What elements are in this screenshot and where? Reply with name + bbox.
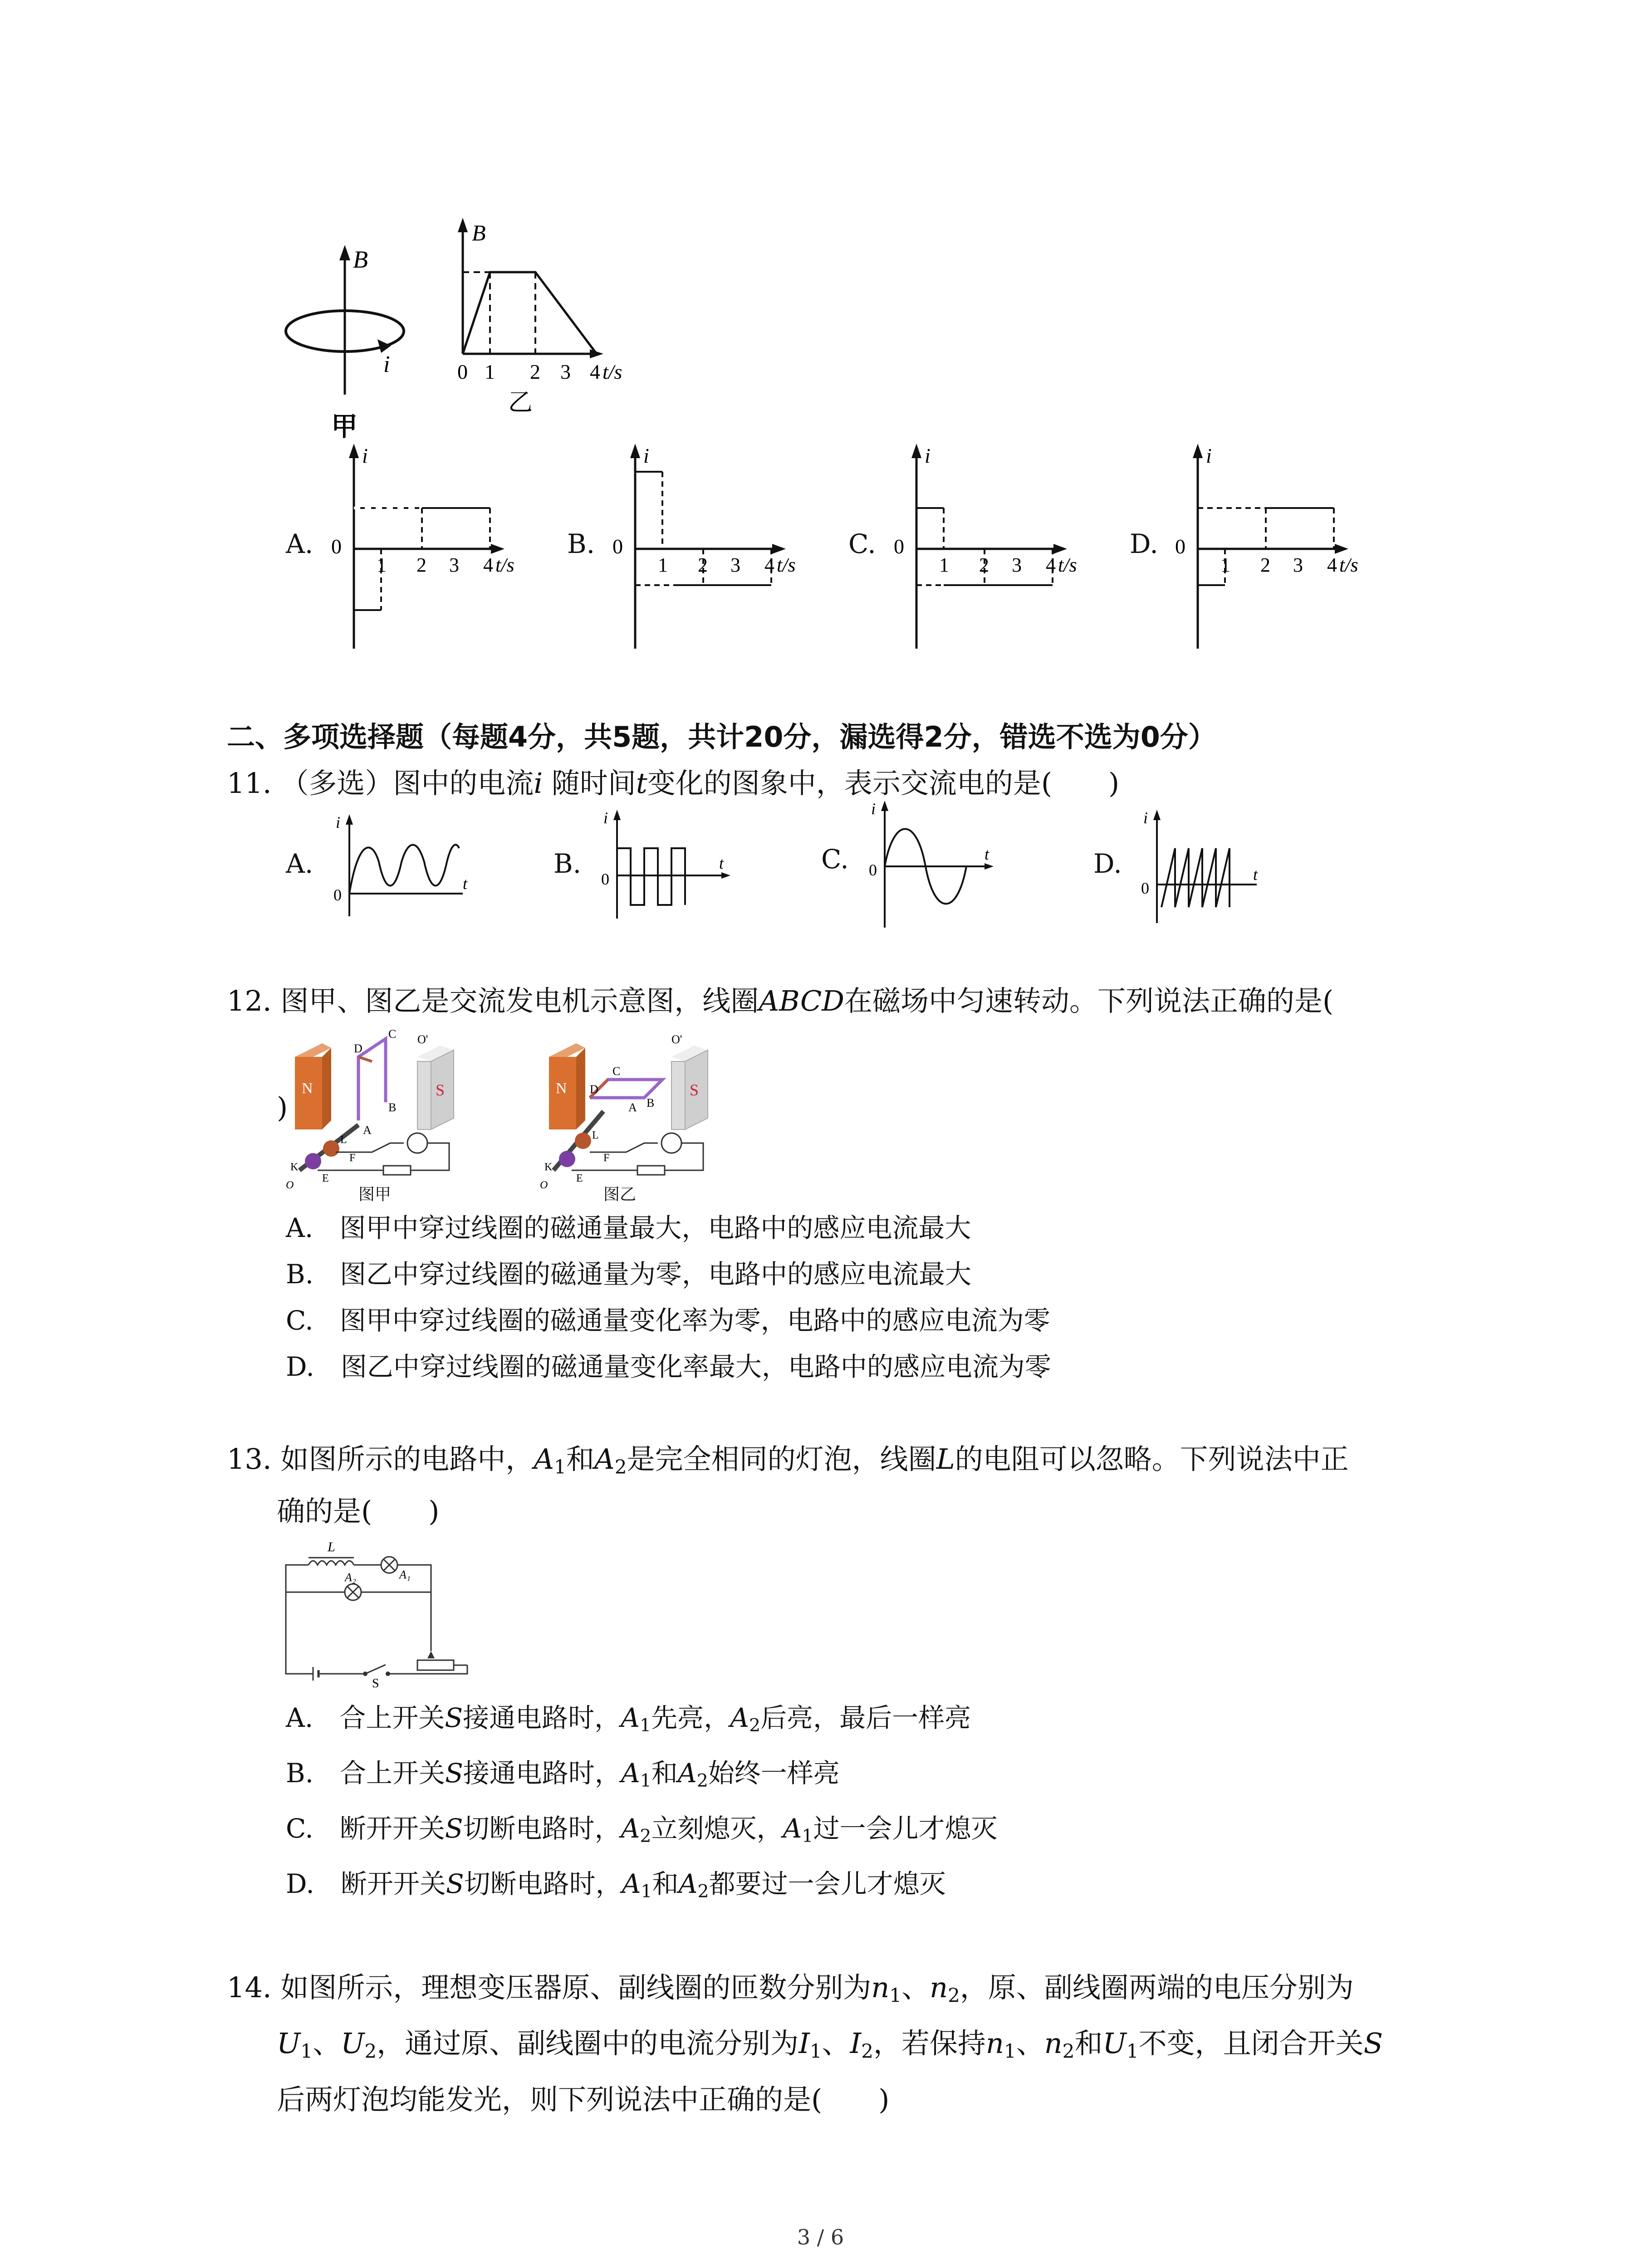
svg-text:L: L bbox=[592, 1129, 599, 1141]
q13-a-A2-sub: 2 bbox=[749, 1715, 761, 1736]
q10-option-d-label[interactable]: D. bbox=[1130, 528, 1158, 559]
q13-option-d[interactable] bbox=[286, 1862, 946, 1902]
q11-c-t: t bbox=[985, 845, 989, 863]
q13-b-3: 始终一样亮 bbox=[708, 1758, 840, 1789]
q12-number: 12. bbox=[227, 984, 272, 1017]
q11-d-t: t bbox=[1253, 865, 1258, 884]
q13-c-A1: A bbox=[783, 1813, 802, 1844]
q13-d-2: 切断电路时， bbox=[464, 1868, 622, 1899]
q11-number: 11. bbox=[227, 767, 272, 800]
q12-option-b[interactable]: B. 图乙中穿过线圈的磁通量为零，电路中的感应电流最大 bbox=[286, 1259, 972, 1290]
q14-line3: 后两灯泡均能发光，则下列说法中正确的是( ) bbox=[277, 2083, 890, 2116]
q13-fig-S: S bbox=[372, 1677, 379, 1687]
q10-figure-jia bbox=[272, 245, 426, 445]
svg-text:F: F bbox=[603, 1152, 610, 1164]
q13-c-2: 切断电路时， bbox=[463, 1813, 621, 1844]
q13-fig-L: L bbox=[328, 1540, 335, 1554]
q14-l2-U1-sub: 1 bbox=[1126, 2040, 1139, 2063]
q13-stem-line1 bbox=[227, 1442, 1349, 1479]
q10-a-ts: t/s bbox=[495, 554, 514, 576]
q10-yi-tick-2: 2 bbox=[530, 360, 540, 383]
q13-A1-sub: 1 bbox=[554, 1456, 566, 1478]
svg-text:N: N bbox=[556, 1080, 567, 1097]
q13-c-1: C. 断开开关 bbox=[286, 1813, 445, 1844]
q13-l1c: 的电阻可以忽略。下列说法中正 bbox=[955, 1442, 1349, 1476]
q14-n2-sub: 2 bbox=[948, 1984, 960, 2007]
q14-S: S bbox=[1363, 2027, 1383, 2060]
q11-stem-a: （多选）图中的电流 bbox=[280, 767, 534, 800]
q11-option-c-label[interactable]: C. bbox=[821, 844, 849, 875]
q13-c-A1-sub: 1 bbox=[802, 1825, 813, 1847]
q11-a-0: 0 bbox=[333, 886, 342, 904]
q13-b-A1: A bbox=[621, 1758, 640, 1789]
q14-dun4: 、 bbox=[1016, 2027, 1044, 2060]
q10-c-1: 1 bbox=[939, 554, 949, 576]
q10-a-2: 2 bbox=[416, 554, 426, 576]
q10-b-2: 2 bbox=[698, 554, 708, 576]
svg-text:C: C bbox=[388, 1030, 397, 1041]
q12-stem-close: ) bbox=[277, 1091, 288, 1124]
q13-d-A2: A bbox=[678, 1868, 698, 1899]
q10-d-ts: t/s bbox=[1339, 554, 1358, 576]
q14-dun3: 、 bbox=[822, 2027, 850, 2060]
q10-jia-i-label: i bbox=[383, 352, 390, 377]
q11-option-b-label[interactable]: B. bbox=[554, 848, 582, 879]
q13-fig-A2: A₂ bbox=[345, 1571, 356, 1584]
q13-L: L bbox=[936, 1442, 955, 1476]
q11-b-t: t bbox=[719, 854, 724, 872]
q13-a-A2: A bbox=[730, 1702, 749, 1733]
q14-line1 bbox=[227, 1971, 1354, 2007]
q13-circuit-figure bbox=[277, 1538, 481, 1687]
svg-text:E: E bbox=[322, 1173, 329, 1184]
q11-stem-i: i bbox=[534, 767, 543, 800]
q14-dun1: 、 bbox=[901, 1971, 930, 2004]
q11-c-i: i bbox=[871, 800, 876, 818]
q13-a-4: 后亮，最后一样亮 bbox=[760, 1702, 971, 1733]
svg-text:E: E bbox=[576, 1173, 583, 1184]
svg-text:O: O bbox=[540, 1179, 548, 1191]
q10-a-i: i bbox=[362, 444, 368, 467]
q10-b-i: i bbox=[643, 444, 649, 467]
q10-a-1: 1 bbox=[377, 554, 387, 576]
q10-jia-caption: 甲 bbox=[331, 412, 358, 441]
q14-n1-sub: 1 bbox=[889, 1984, 902, 2007]
q10-a-3: 3 bbox=[449, 554, 459, 576]
svg-text:S: S bbox=[436, 1081, 445, 1099]
q13-option-c[interactable] bbox=[286, 1807, 998, 1847]
q10-d-1: 1 bbox=[1220, 554, 1230, 576]
q10-b-1: 1 bbox=[658, 554, 668, 576]
q11-stem-c: 变化的图象中，表示交流电的是( ) bbox=[647, 767, 1120, 800]
q11-c-0: 0 bbox=[869, 861, 877, 879]
q11-d-i: i bbox=[1143, 809, 1148, 827]
q11-d-0: 0 bbox=[1141, 879, 1149, 897]
q11-option-a-label[interactable]: A. bbox=[286, 848, 314, 879]
svg-text:D: D bbox=[590, 1083, 598, 1096]
svg-text:S: S bbox=[690, 1081, 699, 1099]
q12-fig-jia-caption: 图甲 bbox=[358, 1185, 392, 1204]
q14-l2b: ，若保持 bbox=[873, 2027, 986, 2060]
q14-I1: I bbox=[798, 2027, 810, 2060]
q13-b-A2-sub: 2 bbox=[696, 1770, 708, 1791]
q11-a-i: i bbox=[336, 813, 341, 831]
q10-c-4: 4 bbox=[1046, 554, 1056, 576]
q11-a-t: t bbox=[463, 875, 468, 893]
q14-n2: n bbox=[930, 1971, 948, 2004]
q13-c-A2: A bbox=[621, 1813, 640, 1844]
q11-b-i: i bbox=[603, 809, 608, 827]
q14-l2-n2-sub: 2 bbox=[1062, 2040, 1075, 2063]
q10-yi-tick-0: 0 bbox=[457, 360, 468, 383]
svg-text:D: D bbox=[354, 1042, 362, 1055]
q13-a-S: S bbox=[445, 1702, 463, 1733]
q13-d-S: S bbox=[446, 1868, 464, 1899]
q12-stem-abcd: ABCD bbox=[759, 984, 844, 1017]
svg-text:K: K bbox=[544, 1161, 553, 1173]
q13-number: 13. bbox=[227, 1442, 272, 1476]
q14-U1-sub: 1 bbox=[300, 2040, 313, 2063]
svg-text:L: L bbox=[340, 1134, 347, 1146]
q13-c-A2-sub: 2 bbox=[640, 1825, 652, 1847]
q12-option-d[interactable]: D. 图乙中穿过线圈的磁通量变化率最大，电路中的感应电流为零 bbox=[286, 1351, 1051, 1382]
q10-option-c-graph[interactable] bbox=[889, 440, 1107, 653]
svg-text:B: B bbox=[388, 1101, 397, 1114]
q10-jia-B-label: B bbox=[353, 246, 368, 273]
q13-c-S: S bbox=[445, 1813, 463, 1844]
q10-yi-ts-label: t/s bbox=[603, 360, 622, 383]
q14-l2a: ，通过原、副线圈中的电流分别为 bbox=[377, 2027, 799, 2060]
q10-b-4: 4 bbox=[764, 554, 774, 576]
q13-a-1: A. 合上开关 bbox=[286, 1702, 445, 1733]
q13-d-3: 都要过一会儿才熄灭 bbox=[709, 1868, 946, 1899]
svg-text:O: O bbox=[286, 1179, 294, 1191]
q13-c-3: 立刻熄灭， bbox=[651, 1813, 783, 1844]
q14-number: 14. bbox=[227, 1971, 272, 2004]
q14-l2d: 不变，且闭合开关 bbox=[1138, 2027, 1364, 2060]
q13-a-A1: A bbox=[621, 1702, 640, 1733]
q14-l1b: ，原、副线圈两端的电压分别为 bbox=[960, 1971, 1354, 2004]
svg-text:K: K bbox=[290, 1161, 299, 1173]
q13-a-2: 接通电路时， bbox=[463, 1702, 621, 1733]
svg-text:O': O' bbox=[671, 1033, 682, 1046]
q13-d-he: 和 bbox=[652, 1868, 679, 1899]
q13-option-a[interactable] bbox=[286, 1696, 971, 1736]
page-number: 3 / 6 bbox=[797, 2225, 844, 2249]
q10-yi-B-label: B bbox=[472, 220, 486, 245]
section-2-heading: 二、多项选择题（每题4分，共5题，共计20分，漏选得2分，错选不选为0分） bbox=[227, 720, 1216, 753]
q11-stem-b: 随时间 bbox=[543, 767, 636, 800]
q13-a-3: 先亮， bbox=[651, 1702, 730, 1733]
q10-d-0: 0 bbox=[1175, 535, 1185, 558]
q12-figure-yi bbox=[535, 1030, 726, 1193]
q14-U2: U bbox=[341, 2027, 365, 2060]
q12-figure-jia bbox=[281, 1030, 472, 1193]
q10-c-0: 0 bbox=[894, 535, 904, 558]
q11-stem bbox=[227, 767, 1119, 800]
q12-option-c[interactable]: C. 图甲中穿过线圈的磁通量变化率为零，电路中的感应电流为零 bbox=[286, 1305, 1050, 1336]
q14-l2c: 和 bbox=[1074, 2027, 1103, 2060]
q12-fig-yi-caption: 图乙 bbox=[603, 1185, 637, 1204]
q14-U1: U bbox=[277, 2027, 301, 2060]
q10-c-ts: t/s bbox=[1058, 554, 1077, 576]
q10-b-ts: t/s bbox=[777, 554, 796, 576]
q11-b-0: 0 bbox=[601, 870, 609, 888]
q12-stem-b: 在磁场中匀速转动。下列说法正确的是( bbox=[844, 984, 1334, 1017]
q12-option-a[interactable]: A. 图甲中穿过线圈的磁通量最大，电路中的感应电流最大 bbox=[286, 1212, 971, 1243]
q13-l1a: 如图所示的电路中， bbox=[280, 1442, 534, 1476]
q10-d-4: 4 bbox=[1327, 554, 1337, 576]
q10-yi-tick-3: 3 bbox=[560, 360, 571, 383]
q13-l1b: 是完全相同的灯泡，线圈 bbox=[627, 1442, 936, 1476]
q11-stem-t: t bbox=[636, 767, 647, 800]
q13-A2-sub: 2 bbox=[614, 1456, 627, 1478]
q11-option-d-label[interactable]: D. bbox=[1093, 848, 1122, 879]
q13-b-A2: A bbox=[677, 1758, 697, 1789]
q10-option-a-label[interactable]: A. bbox=[286, 528, 314, 559]
q10-d-3: 3 bbox=[1293, 554, 1303, 576]
q14-I2-sub: 2 bbox=[861, 2040, 873, 2063]
q13-d-A2-sub: 2 bbox=[697, 1881, 709, 1902]
q14-l2-n1: n bbox=[985, 2027, 1004, 2060]
q13-A1: A bbox=[534, 1442, 554, 1476]
q10-c-2: 2 bbox=[979, 554, 989, 576]
q14-I2: I bbox=[850, 2027, 862, 2060]
q13-b-2: 接通电路时， bbox=[463, 1758, 621, 1789]
q10-b-3: 3 bbox=[730, 554, 740, 576]
q14-l1a: 如图所示，理想变压器原、副线圈的匝数分别为 bbox=[280, 1971, 872, 2004]
q10-b-0: 0 bbox=[612, 535, 623, 558]
q14-U2-sub: 2 bbox=[364, 2040, 377, 2063]
q13-he: 和 bbox=[566, 1442, 594, 1476]
q11-option-a-graph[interactable] bbox=[327, 812, 490, 921]
q13-d-1: D. 断开开关 bbox=[286, 1868, 446, 1899]
svg-text:N: N bbox=[302, 1080, 313, 1097]
svg-text:O': O' bbox=[417, 1033, 428, 1046]
q13-c-4: 过一会儿才熄灭 bbox=[813, 1813, 998, 1844]
q11-option-c-graph[interactable] bbox=[862, 798, 1007, 930]
q13-d-A1: A bbox=[622, 1868, 641, 1899]
q11-option-b-graph[interactable] bbox=[594, 807, 740, 921]
svg-text:C: C bbox=[612, 1065, 621, 1078]
q12-stem-a: 图甲、图乙是交流发电机示意图，线圈 bbox=[280, 984, 759, 1017]
q12-stem bbox=[227, 984, 1333, 1018]
q14-n1: n bbox=[871, 1971, 890, 2004]
q14-line2 bbox=[277, 2027, 1383, 2063]
q13-a-A1-sub: 1 bbox=[639, 1715, 652, 1736]
q13-fig-A1: A₁ bbox=[399, 1568, 411, 1581]
q14-l2-n1-sub: 1 bbox=[1004, 2040, 1016, 2063]
q10-option-c-label[interactable]: C. bbox=[848, 528, 876, 559]
svg-text:A: A bbox=[363, 1124, 372, 1137]
q10-option-b-graph[interactable] bbox=[608, 440, 826, 653]
q13-A2: A bbox=[594, 1442, 615, 1476]
q10-a-0: 0 bbox=[331, 535, 342, 558]
q10-yi-tick-1: 1 bbox=[485, 360, 495, 383]
q13-b-1: B. 合上开关 bbox=[286, 1758, 446, 1789]
q13-b-S: S bbox=[445, 1758, 463, 1789]
q10-c-3: 3 bbox=[1012, 554, 1022, 576]
q10-d-2: 2 bbox=[1260, 554, 1270, 576]
q10-d-i: i bbox=[1206, 444, 1212, 467]
svg-text:A: A bbox=[628, 1101, 637, 1114]
q14-l2-U1: U bbox=[1102, 2027, 1127, 2060]
q10-option-a-graph[interactable] bbox=[327, 440, 544, 653]
q10-a-4: 4 bbox=[483, 554, 493, 576]
q10-option-b-label[interactable]: B. bbox=[567, 528, 595, 559]
q10-option-d-graph[interactable] bbox=[1171, 440, 1388, 653]
q10-yi-tick-4: 4 bbox=[590, 360, 600, 383]
q13-d-A1-sub: 1 bbox=[641, 1881, 652, 1902]
q14-dun2: 、 bbox=[313, 2027, 341, 2060]
q14-I1-sub: 1 bbox=[809, 2040, 822, 2063]
q10-yi-caption: 乙 bbox=[508, 389, 533, 416]
svg-text:F: F bbox=[349, 1152, 356, 1164]
q11-option-d-graph[interactable] bbox=[1134, 807, 1270, 925]
q10-figure-yi bbox=[440, 218, 653, 417]
q13-b-he: 和 bbox=[651, 1758, 678, 1789]
q14-l2-n2: n bbox=[1044, 2027, 1063, 2060]
q13-b-A1-sub: 1 bbox=[640, 1770, 652, 1791]
svg-text:B: B bbox=[647, 1096, 655, 1110]
q10-c-i: i bbox=[925, 444, 931, 467]
q13-stem-line2: 确的是( ) bbox=[277, 1495, 440, 1528]
q13-option-b[interactable] bbox=[286, 1752, 840, 1791]
